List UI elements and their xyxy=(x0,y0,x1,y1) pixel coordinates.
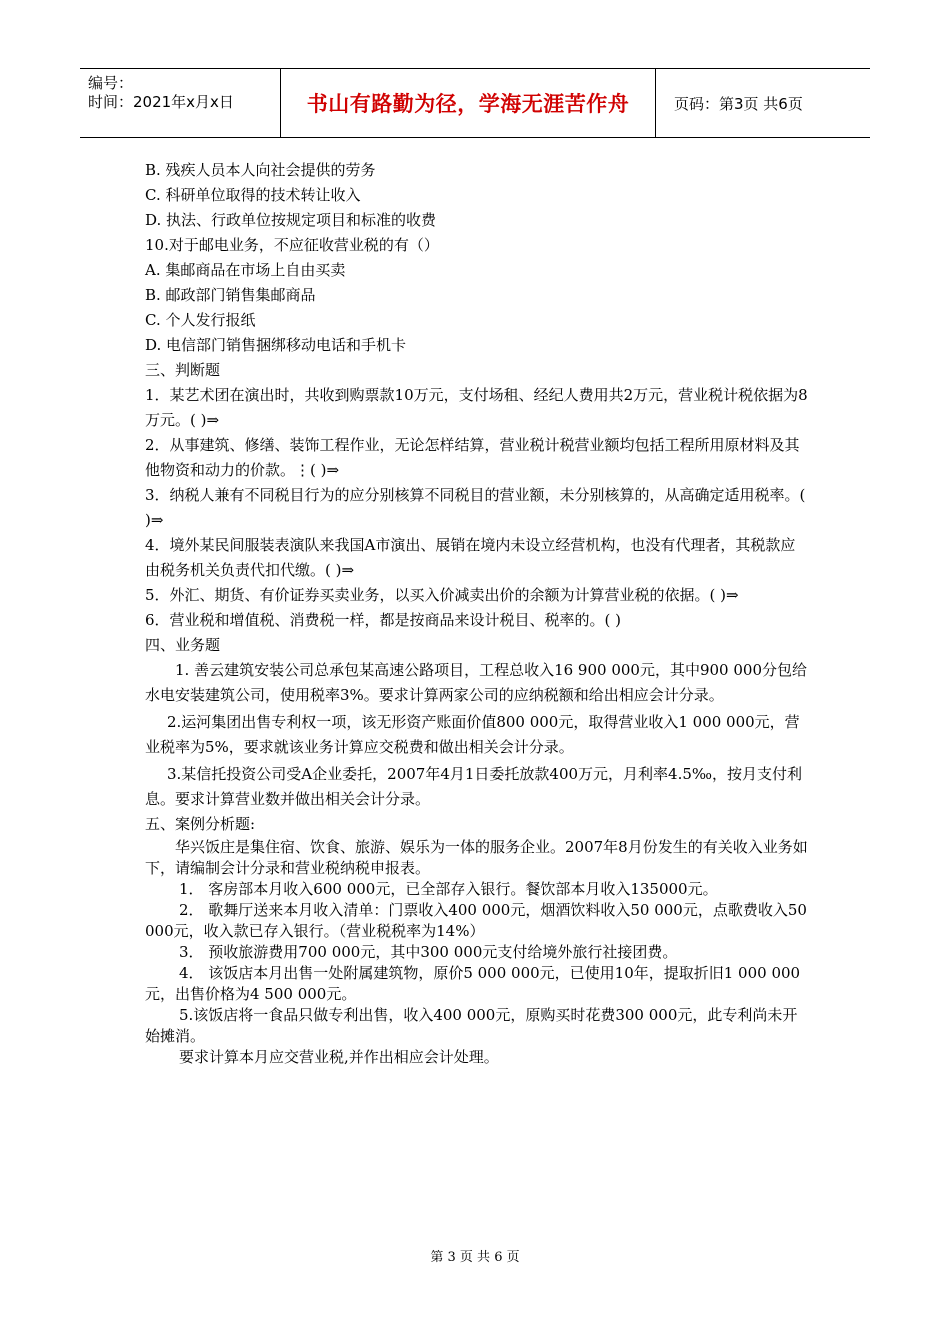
judge-item: 6．营业税和增值税、消费税一样，都是按商品来设计税目、税率的。( ) xyxy=(145,611,622,629)
date-label: 时间：2021年x月x日 xyxy=(88,93,234,111)
option-line: C. 科研单位取得的技术转让收入 xyxy=(145,186,361,204)
judge-item: 5．外汇、期货、有价证券买卖业务，以买入价减卖出价的余额为计算营业税的依据。( )⇒ xyxy=(145,586,739,604)
number-label: 编号： xyxy=(88,74,134,92)
judge-item: 1．某艺术团在演出时，共收到购票款10万元，支付场租、经纪人费用共2万元，营业税计税依据为8万元。( )⇒ xyxy=(145,386,808,429)
business-item: 2.运河集团出售专利权一项，该无形资产账面价值800 000元，取得营业收入1 000 000元，营业税率为5%，要求就该业务计算应交税费和做出相关会计分录。 xyxy=(145,713,800,756)
case-item: 1． 客房部本月收入600 000元，已全部存入银行。餐饮部本月收入135000元。 xyxy=(179,880,718,898)
judge-item: 4．境外某民间服装表演队来我国A市演出、展销在境内未设立经营机构，也没有代理者，其税款应由税务机关负责代扣代缴。( )⇒ xyxy=(145,536,796,579)
option-line: B. 残疾人员本人向社会提供的劳务 xyxy=(145,161,376,179)
section-title-business: 四、业务题 xyxy=(145,636,221,654)
case-item: 5.该饭店将一食品只做专利出售，收入400 000元，原购买时花费300 000元，此专利尚未开始摊消。 xyxy=(145,1006,798,1045)
case-item: 4． 该饭店本月出售一处附属建筑物，原价5 000 000元，已使用10年，提取折旧1 000 000元，出售价格为4 500 000元。 xyxy=(145,964,801,1003)
page-label: 页码：第3页 共6页 xyxy=(674,94,803,113)
page-footer: 第 3 页 共 6 页 xyxy=(430,1250,520,1265)
section-title-judge: 三、判断题 xyxy=(145,361,221,379)
judge-item: 3．纳税人兼有不同税目行为的应分别核算不同税目的营业额，未分别核算的，从高确定适用税率。( )⇒ xyxy=(145,486,806,529)
header-page-cell xyxy=(664,69,870,137)
business-item: 1. 善云建筑安装公司总承包某高速公路项目，工程总收入16 900 000元，其中900 000分包给水电安装建筑公司，使用税率3%。要求计算两家公司的应纳税额和给出相应会计分录。 xyxy=(145,661,807,704)
option-line: C. 个人发行报纸 xyxy=(145,311,256,329)
case-requirement: 要求计算本月应交营业税,并作出相应会计处理。 xyxy=(179,1048,499,1066)
option-line: D. 执法、行政单位按规定项目和标准的收费 xyxy=(145,211,437,229)
header-meta-cell xyxy=(80,69,281,137)
case-intro: 华兴饭庄是集住宿、饮食、旅游、娱乐为一体的服务企业。2007年8月份发生的有关收入业务如下，请编制会计分录和营业税纳税申报表。 xyxy=(145,838,808,877)
judge-item: 2．从事建筑、修缮、装饰工程作业，无论怎样结算，营业税计税营业额均包括工程所用原材料及其他物资和动力的价款。⋮( )⇒ xyxy=(145,436,800,479)
option-line: A. 集邮商品在市场上自由买卖 xyxy=(145,261,346,279)
question-line: 10.对于邮电业务，不应征收营业税的有（） xyxy=(145,236,439,254)
section-title-case: 五、案例分析题: xyxy=(145,815,256,833)
page-header xyxy=(80,68,870,138)
header-motto-cell xyxy=(281,69,656,137)
case-item: 2． 歌舞厅送来本月收入清单：门票收入400 000元，烟酒饮料收入50 000元，点歌费收入50 000元，收入款已存入银行。（营业税税率为14%） xyxy=(145,901,807,940)
motto-text: 书山有路勤为径，学海无涯苦作舟 xyxy=(306,92,630,116)
business-item: 3.某信托投资公司受A企业委托，2007年4月1日委托放款400万元，月利率4.5‰，按月支付利息。要求计算营业数并做出相关会计分录。 xyxy=(145,765,803,808)
case-item: 3． 预收旅游费用700 000元，其中300 000元支付给境外旅行社接团费。 xyxy=(179,943,678,961)
option-line: B. 邮政部门销售集邮商品 xyxy=(145,286,316,304)
document-body xyxy=(145,158,810,1068)
option-line: D. 电信部门销售捆绑移动电话和手机卡 xyxy=(145,336,407,354)
